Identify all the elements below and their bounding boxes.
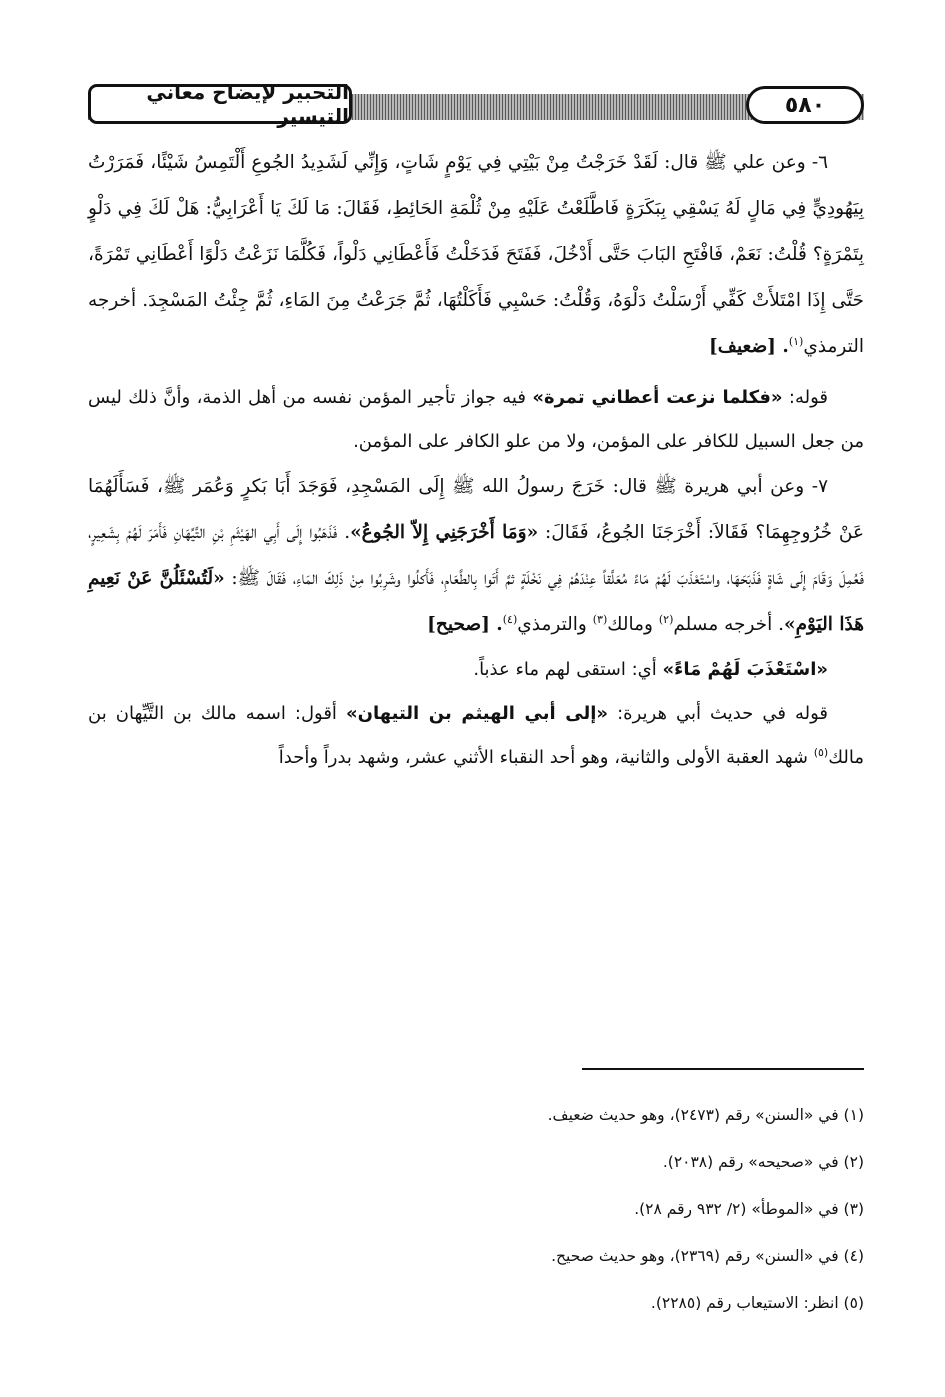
- commentary-1: [88, 376, 864, 464]
- hadith-6-grade: . [ضعيف]: [709, 336, 789, 357]
- footnote-ref-5: (٥): [813, 746, 829, 759]
- commentary-2: [88, 692, 864, 780]
- footnote-ref-4: (٤): [502, 612, 518, 626]
- page-number: ٥٨٠: [746, 86, 864, 124]
- hadith-7-quote-1: «وَمَا أَخْرَجَنِي إِلاّ الجُوعُ»: [350, 522, 539, 543]
- footnote-3: (٣) في «الموطأ» (٢/ ٩٣٢ رقم ٢٨).: [634, 1200, 864, 1218]
- hadith-7-source-3: والترمذي: [517, 614, 593, 635]
- footnote-2: (٢) في «صحيحه» رقم (٢٠٣٨).: [662, 1153, 864, 1171]
- gloss: [88, 648, 864, 692]
- gloss-quote: «اسْتَعْذَبَ لَهُمْ مَاءً»: [662, 659, 828, 680]
- hadith-6-source: أخرجه الترمذي: [88, 290, 864, 357]
- hadith-7-source-1: . أخرجه مسلم: [673, 614, 785, 635]
- hadith-7-quote-2: «لَتُسْئَلُنَّ عَنْ نَعِيمِ هَذَا اليَوْمِ»: [88, 568, 864, 635]
- hadith-7-text: خَرَجَ رسولُ الله ﷺ إِلَى المَسْجِدِ، فَوَجَدَ أَبَا بَكرٍ وَعُمَر ﷺ، فَسَأَلَهُمَا عَنْ خُرُوجِهِمَا؟ فَقَالاَ: أَخْرَجَنَا الجُوعُ، فَقَالَ:: [88, 476, 864, 543]
- hadith-7-grade: . [صحيح]: [427, 614, 503, 635]
- hadith-7-prefix: ٧- وعن أبي هريرة ﷺ قال:: [605, 476, 828, 497]
- hadith-6-prefix: ٦- وعن علي ﷺ قال:: [657, 152, 829, 173]
- commentary-2-quote: «إلى أبي الهيثم بن التيهان»: [345, 703, 609, 724]
- commentary-1-text: فيه جواز تأجير المؤمن نفسه من أهل الذمة، وأنَّ ذلك ليس من جعل السبيل للكافر على المؤمن، ولا من علو الكافر على المؤمن.: [88, 387, 864, 452]
- page-body: [88, 140, 864, 780]
- commentary-2-lead: قوله في حديث أبي هريرة:: [608, 703, 829, 724]
- footnote-ref-3: (٣): [592, 612, 608, 626]
- hadith-6: [88, 140, 864, 370]
- gloss-text: أي: استقى لهم ماء عذباً.: [473, 659, 663, 680]
- commentary-1-quote: «فكلما نزعت أعطاني تمرة»: [532, 387, 783, 408]
- footnote-4: (٤) في «السنن» رقم (٢٣٦٩)، وهو حديث صحيح.: [551, 1247, 864, 1265]
- hadith-7: [88, 464, 864, 648]
- commentary-2-text-1: أقول: اسمه مالك بن التَّيِّهان بن مالك: [88, 703, 864, 768]
- footnote-ref-2: (٢): [658, 612, 674, 626]
- commentary-2-text-2: شهد العقبة الأولى والثانية، وهو أحد النقباء الأثني عشر، وشهد بدراً وأحداً: [278, 747, 814, 768]
- footnote-1: (١) في «السنن» رقم (٢٤٧٣)، وهو حديث ضعيف.: [547, 1106, 864, 1124]
- hadith-7-source-2: ومالك: [607, 614, 659, 635]
- footnote-separator: [582, 1068, 864, 1070]
- hadith-7-text-2: . فَذَهَبُوا إِلَى أَبِي الهَيْثَمِ بْنِ التَّيِّهَانِ فَأَمَرَ لَهُمْ بِشَعِيرٍ، فَعُمِلَ وَقَامَ إِلَى شَاةٍ فَذَبَحَهَا، واسْتَعْذَبَ لَهُمْ مَاءً مُعَلَّقاً عِنْدَهُمْ فِي نَخْلَةٍ ثمَّ أَتَوا بِالطَّعَامِ، فَأَكلُوا وشَرِبُوا مِنْ ذَلِكَ المَاءِ، فَقَالَ ﷺ:: [88, 522, 864, 589]
- footnotes: [88, 1092, 864, 1327]
- page-header: [88, 82, 864, 130]
- footnote-5: (٥) انظر: الاستيعاب رقم (٢٢٨٥).: [650, 1294, 864, 1312]
- book-title: التحبير لإيضاح معاني التيسير: [88, 84, 352, 124]
- footnote-ref-1: (١): [788, 334, 804, 348]
- commentary-1-lead: قوله:: [782, 387, 829, 408]
- hadith-6-text: لَقَدْ خَرَجْتُ مِنْ بَيْتِي فِي يَوْمٍ شَاتٍ، وَإِنِّي لَشَدِيدُ الجُوعِ أَلْتَمِسُ شَيْئًا، فَمَرَرْتُ بِيَهُودِيٍّ فِي مَالٍ لَهُ يَسْقِي بِبَكَرَةٍ فَاطَّلَعْتُ عَلَيْهِ مِنْ ثُلْمَةِ الحَائِطِ، فَقَالَ: مَا لَكَ يَا أَعْرَابِيُّ: هَلْ لَكَ فِي دَلْوٍ بِتَمْرَةٍ؟ قُلْتُ: نَعَمْ، فَافْتَحِ البَابَ حَتَّى أَدْخُلَ، فَفَتَحَ فَدَخَلْتُ فَأَعْطَانِي دَلْواً، فَكُلَّمَا نَزَعْتُ دَلْوًا أَعْطَانِي تَمْرَةً، حَتَّى إِذَا امْتَلأَتْ كَفِّي أَرْسَلْتُ دَلْوَهُ، وَقُلْتُ: حَسْبِي فَأَكَلْتُهَا، ثُمَّ جَرَعْتُ مِنَ المَاءِ، ثُمَّ جِئْتُ المَسْجِدَ.: [88, 152, 864, 311]
